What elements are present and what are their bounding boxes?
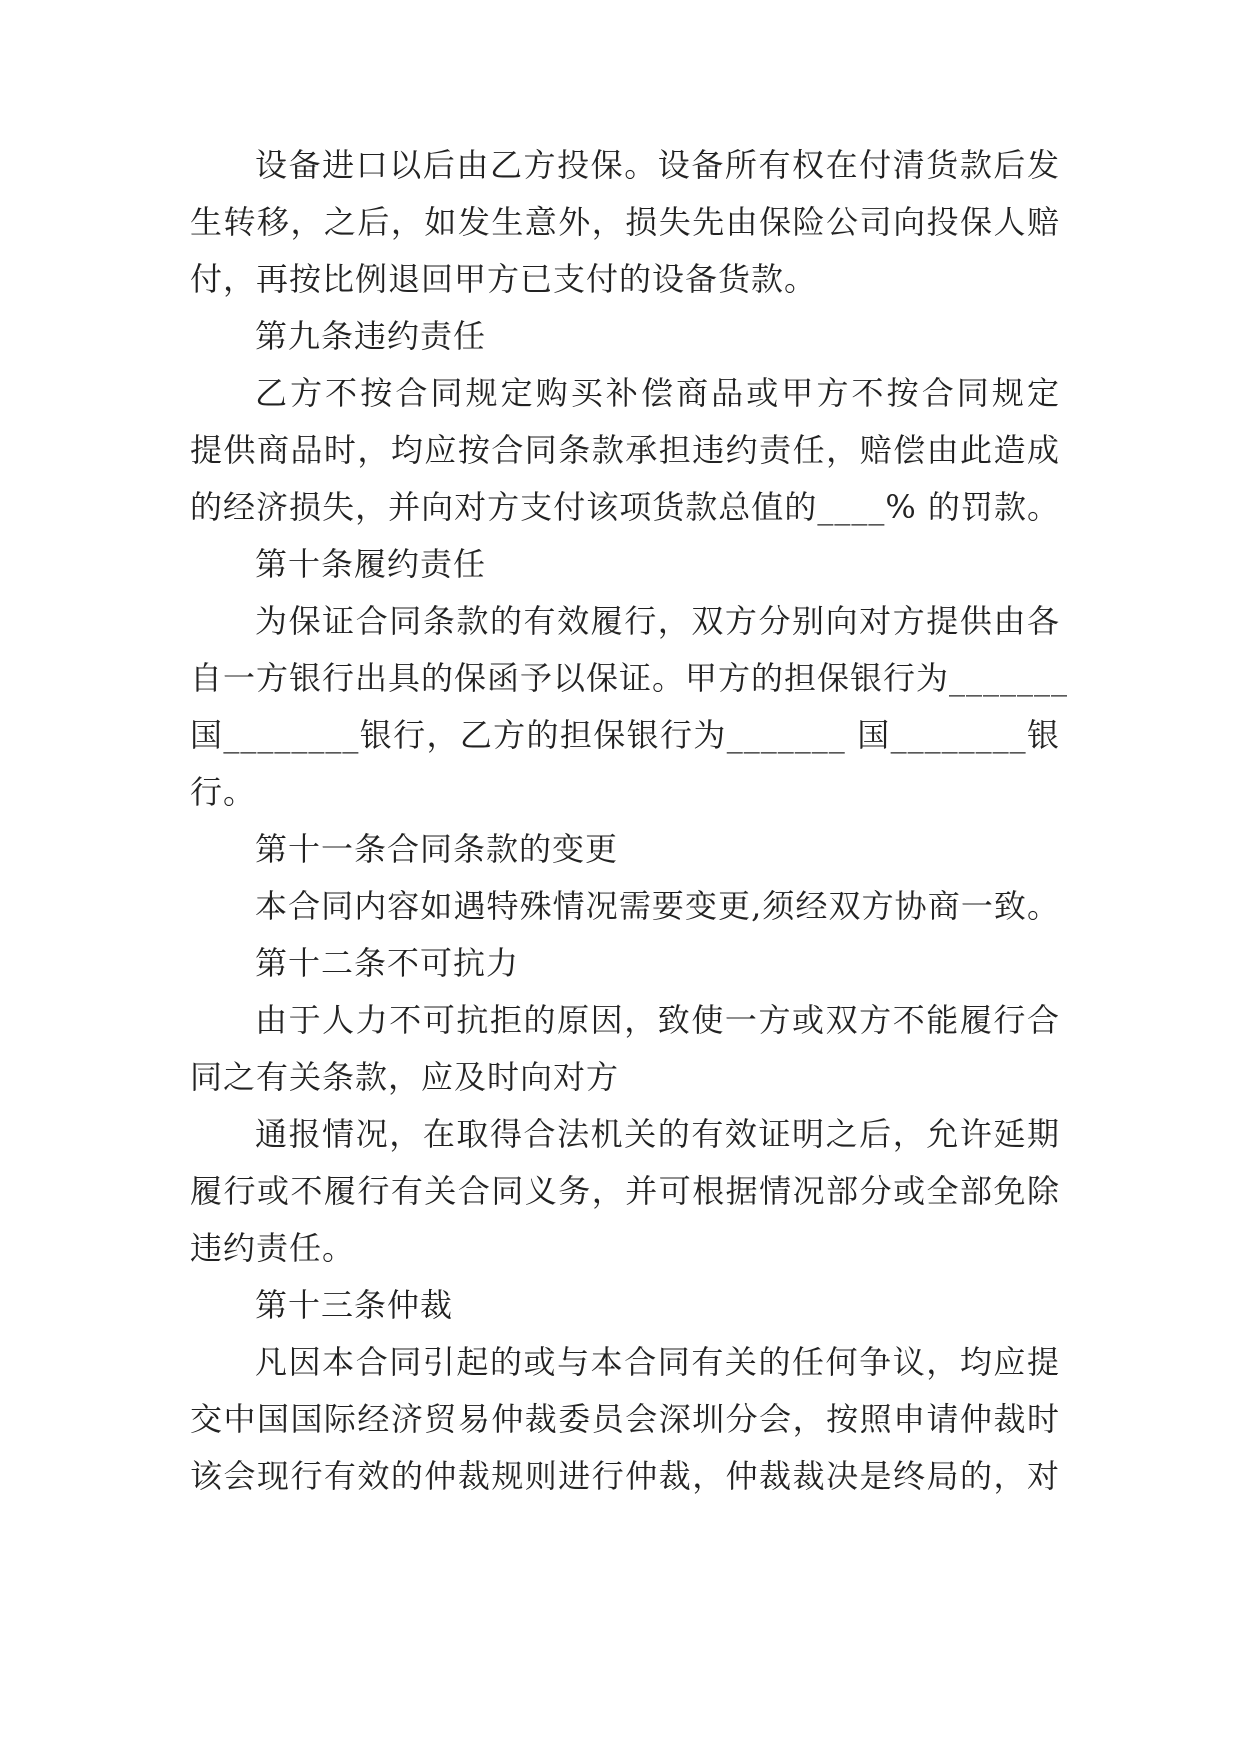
text-line: 交中国国际经济贸易仲裁委员会深圳分会，按照申请仲裁时	[190, 1400, 1060, 1438]
section-heading-13: 第十三条仲裁	[255, 1286, 454, 1324]
text-line: 国________银行，乙方的担保银行为_______ 国________银	[190, 716, 1060, 754]
text-line: 为保证合同条款的有效履行，双方分别向对方提供由各	[255, 602, 1060, 640]
text-line: 付，再按比例退回甲方已支付的设备货款。	[190, 260, 818, 298]
text-line: 本合同内容如遇特殊情况需要变更,须经双方协商一致。	[255, 887, 1060, 925]
text-line: 生转移，之后，如发生意外，损失先由保险公司向投保人赔	[190, 203, 1060, 241]
text-line: 设备进口以后由乙方投保。设备所有权在付清货款后发	[255, 146, 1060, 184]
text-line: 的经济损失，并向对方支付该项货款总值的____% 的罚款。	[190, 488, 1060, 526]
text-line: 履行或不履行有关合同义务，并可根据情况部分或全部免除	[190, 1172, 1060, 1210]
text-line: 行。	[190, 773, 257, 811]
text-line: 自一方银行出具的保函予以保证。甲方的担保银行为_______	[190, 659, 1069, 697]
text-line: 同之有关条款，应及时向对方	[190, 1058, 620, 1096]
text-line: 乙方不按合同规定购买补偿商品或甲方不按合同规定	[255, 374, 1060, 412]
text-line: 凡因本合同引起的或与本合同有关的任何争议，均应提	[255, 1343, 1060, 1381]
section-heading-10: 第十条履约责任	[255, 545, 487, 583]
section-heading-9: 第九条违约责任	[255, 317, 487, 355]
text-line: 通报情况，在取得合法机关的有效证明之后，允许延期	[255, 1115, 1060, 1153]
text-line: 提供商品时，均应按合同条款承担违约责任，赔偿由此造成	[190, 431, 1060, 469]
section-heading-11: 第十一条合同条款的变更	[255, 830, 619, 868]
text-line: 该会现行有效的仲裁规则进行仲裁，仲裁裁决是终局的，对	[190, 1457, 1060, 1495]
text-line: 违约责任。	[190, 1229, 356, 1267]
text-line: 由于人力不可抗拒的原因，致使一方或双方不能履行合	[255, 1001, 1060, 1039]
section-heading-12: 第十二条不可抗力	[255, 944, 520, 982]
